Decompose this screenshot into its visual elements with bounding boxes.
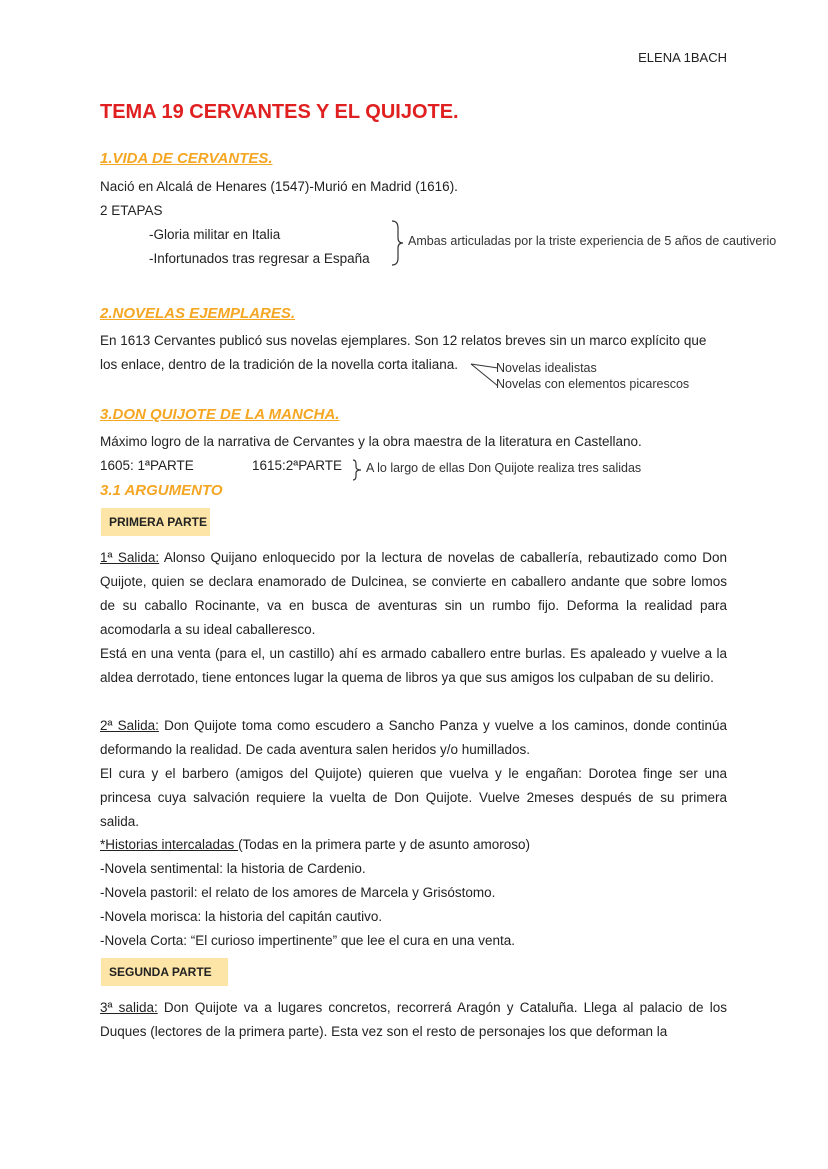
historia-item: -Novela pastoril: el relato de los amores de Marcela y Grisóstomo. [100,885,496,900]
branch-label: Novelas con elementos picarescos [496,377,690,391]
paragraph-venta: Está en una venta (para el, un castillo) ahí es armado caballero entre burlas. Es apaleado y vuelve a la aldea derrotado, tiene entonces lugar la quema de libros ya que sus amigos los culpaban de su delirio. [100,646,727,685]
brace-icon [390,220,406,266]
badge-primera-parte: PRIMERA PARTE [101,508,210,536]
subsection-heading-argumento: 3.1 ARGUMENTO [100,482,223,499]
novelas-line: En 1613 Cervantes publicó sus novelas ejemplares. Son 12 relatos breves sin un marco explícito que [100,333,707,348]
novelas-line: los enlace, dentro de la tradición de la novella corta italiana. [100,357,458,372]
salida-label: 2ª Salida: [100,718,159,733]
historia-item: -Novela morisca: la historia del capitán cautivo. [100,909,383,924]
stage-item: -Gloria militar en Italia [149,227,281,242]
badge-segunda-parte: SEGUNDA PARTE [101,958,228,986]
page-title: TEMA 19 CERVANTES Y EL QUIJOTE. [100,101,459,123]
captivity-note: Ambas articuladas por la triste experiencia de 5 años de cautiverio [408,234,777,248]
birth-death-line: Nació en Alcalá de Henares (1547)-Murió en Madrid (1616). [100,179,458,194]
salida-label: 1ª Salida: [100,550,160,565]
brace-icon [351,459,363,481]
paragraph-salida-1: 1ª Salida: Alonso Quijano enloquecido por la lectura de novelas de caballería, rebautizado como Don Quijote, quien se declara enamorado de Dulcinea, se convierte en caballero andante que sobre lomos de su caballo Rocinante, va en busca de aventuras sin un rumbo fijo. Deforma la realidad para acomodarla a su ideal caballeresco. [100,550,727,637]
stage-item: -Infortunados tras regresar a España [149,251,370,266]
historia-item: -Novela Corta: “El curioso impertinente” que lee el cura en una venta. [100,933,515,948]
section-heading-vida: 1.VIDA DE CERVANTES. [100,150,273,167]
paragraph-cura: El cura y el barbero (amigos del Quijote) quieren que vuelva y le engañan: Dorotea finge ser una princesa cuya salvación requiere la vuelta de Don Quijote. Vuelve 2meses después de su primera salida. [100,766,727,829]
branch-label: Novelas idealistas [496,361,597,375]
section-heading-novelas: 2.NOVELAS EJEMPLARES. [100,305,296,322]
part-date: 1615:2ªPARTE [252,458,343,473]
part-date: 1605: 1ªPARTE [100,458,194,473]
salidas-note: A lo largo de ellas Don Quijote realiza tres salidas [366,461,642,475]
header-author: ELENA 1BACH [638,50,727,65]
quijote-intro: Máximo logro de la narrativa de Cervantes y la obra maestra de la literatura en Castellano. [100,434,642,449]
salida-label: 3ª salida: [100,1000,158,1015]
paragraph-salida-3: 3ª salida: Don Quijote va a lugares concretos, recorrerá Aragón y Cataluña. Llega al palacio de los Duques (lectores de la primera parte). Esta vez son el resto de personajes los que deforman la [100,1000,728,1039]
stages-label: 2 ETAPAS [100,203,163,218]
paragraph-salida-2: 2ª Salida: Don Quijote toma como escudero a Sancho Panza y vuelve a los caminos, donde continúa deformando la realidad. De cada aventura salen heridos y/o humillados. [100,718,727,757]
historia-item: -Novela sentimental: la historia de Cardenio. [100,861,366,876]
historias-label: *Historias intercaladas [100,837,239,852]
historias-line: *Historias intercaladas (Todas en la primera parte y de asunto amoroso) [100,837,530,852]
section-heading-quijote: 3.DON QUIJOTE DE LA MANCHA. [100,406,340,423]
